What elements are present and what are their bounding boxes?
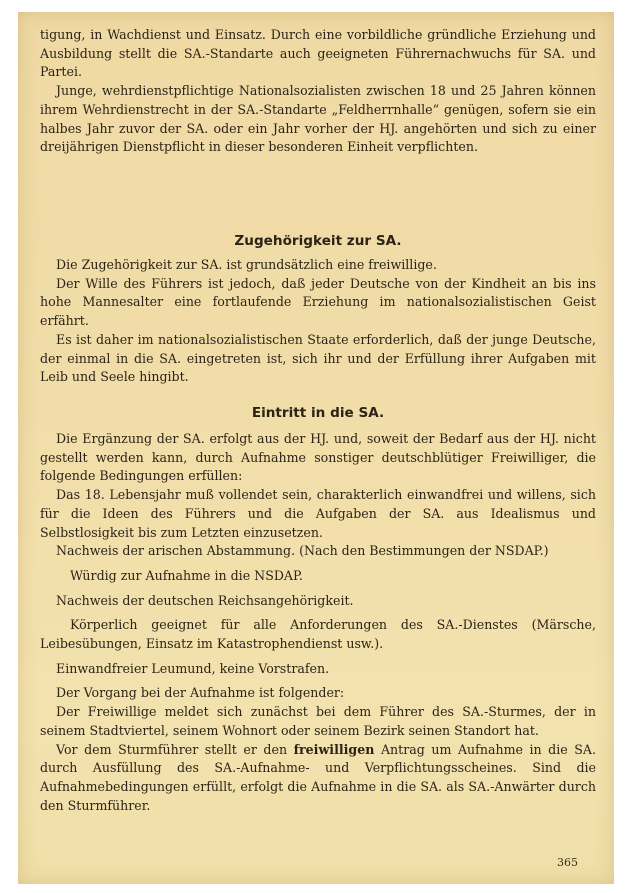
entry-paragraph-10-start: Vor dem Sturmführer stellt er den	[56, 741, 294, 757]
entry-paragraph-2: Das 18. Lebensjahr muß vollendet sein, charakterlich einwandfrei und willens, sich für die Ideen des Führers und die Aufgaben der SA. aus Idealismus und Selbstlosigkeit bis zum Letzten einzusetzen.	[40, 487, 596, 540]
entry-paragraph-10-emphasis: freiwilligen	[293, 741, 375, 757]
heading-entry: Eintritt in die SA.	[251, 405, 385, 421]
intro-paragraph-1: tigung, in Wachdienst und Einsatz. Durch eine vorbildliche gründliche Erziehung und Ausbildung stellt die SA.-Standarte auch geeigneten Führernachwuchs für SA. und Partei.	[40, 27, 596, 80]
page-number: 365	[557, 856, 578, 869]
entry-section	[40, 430, 596, 815]
entry-paragraph-10	[40, 741, 596, 816]
entry-paragraph-3: Nachweis der arischen Abstammung. (Nach den Bestimmungen der NSDAP.)	[56, 543, 549, 559]
heading-membership: Zugehörigkeit zur SA.	[234, 233, 402, 249]
membership-section	[40, 256, 596, 387]
entry-paragraph-9: Der Freiwillige meldet sich zunächst bei dem Führer des SA.-Sturmes, der in seinem Stadtviertel, seinem Wohnort oder seinem Bezirk seinen Standort hat.	[40, 704, 596, 738]
membership-paragraph-2: Der Wille des Führers ist jedoch, daß jeder Deutsche von der Kindheit an bis ins hohe Mannesalter eine fortlaufende Erziehung im nationalsozialistischen Geist erfährt.	[40, 275, 596, 329]
membership-paragraph-1: Die Zugehörigkeit zur SA. ist grundsätzlich eine freiwillige.	[56, 257, 437, 272]
membership-paragraph-3: Es ist daher im nationalsozialistischen Staate erforderlich, daß der junge Deutsche, der einmal in die SA. eingetreten ist, sich ihr und der Erfüllung ihrer Aufgaben mit Leib und Seele hingibt.	[40, 331, 596, 385]
entry-paragraph-5: Nachweis der deutschen Reichsangehörigkeit.	[56, 592, 354, 608]
entry-paragraph-7: Einwandfreier Leumund, keine Vorstrafen.	[56, 660, 330, 676]
intro-section	[40, 26, 596, 157]
entry-paragraph-6: Körperlich geeignet für alle Anforderungen des SA.-Dienstes (Märsche, Leibesübungen, Einsatz im Katastrophendienst usw.).	[40, 617, 596, 652]
entry-paragraph-10-end: Antrag um Aufnahme in die SA. durch Ausfüllung des SA.-Aufnahme- und Verpflichtungsscheines. Sind die Aufnahmebedingungen erfüllt, erfolgt die Aufnahme in die SA. als SA.-Anwärter durch den Sturmführer.	[40, 741, 596, 813]
entry-paragraph-8: Der Vorgang bei der Aufnahme ist folgender:	[56, 685, 345, 701]
entry-paragraph-1: Die Ergänzung der SA. erfolgt aus der HJ. und, soweit der Bedarf aus der HJ. nicht gestellt werden kann, durch Aufnahme sonstiger deutschblütiger Freiwilliger, die folgende Bedingungen erfüllen:	[40, 431, 596, 484]
book-page	[18, 12, 614, 884]
intro-paragraph-2: Junge, wehrdienstpflichtige Nationalsozialisten zwischen 18 und 25 Jahren können ihrem Wehrdienstrecht in der SA.-Standarte „Feldherrnhalle“ genügen, sofern sie ein halbes Jahr zuvor der SA. oder ein Jahr vorher der HJ. angehörten und sich zu einer dreijährigen Dienstpflicht in dieser besonderen Einheit verpflichten.	[40, 83, 596, 155]
entry-paragraph-4: Würdig zur Aufnahme in die NSDAP.	[70, 567, 303, 583]
